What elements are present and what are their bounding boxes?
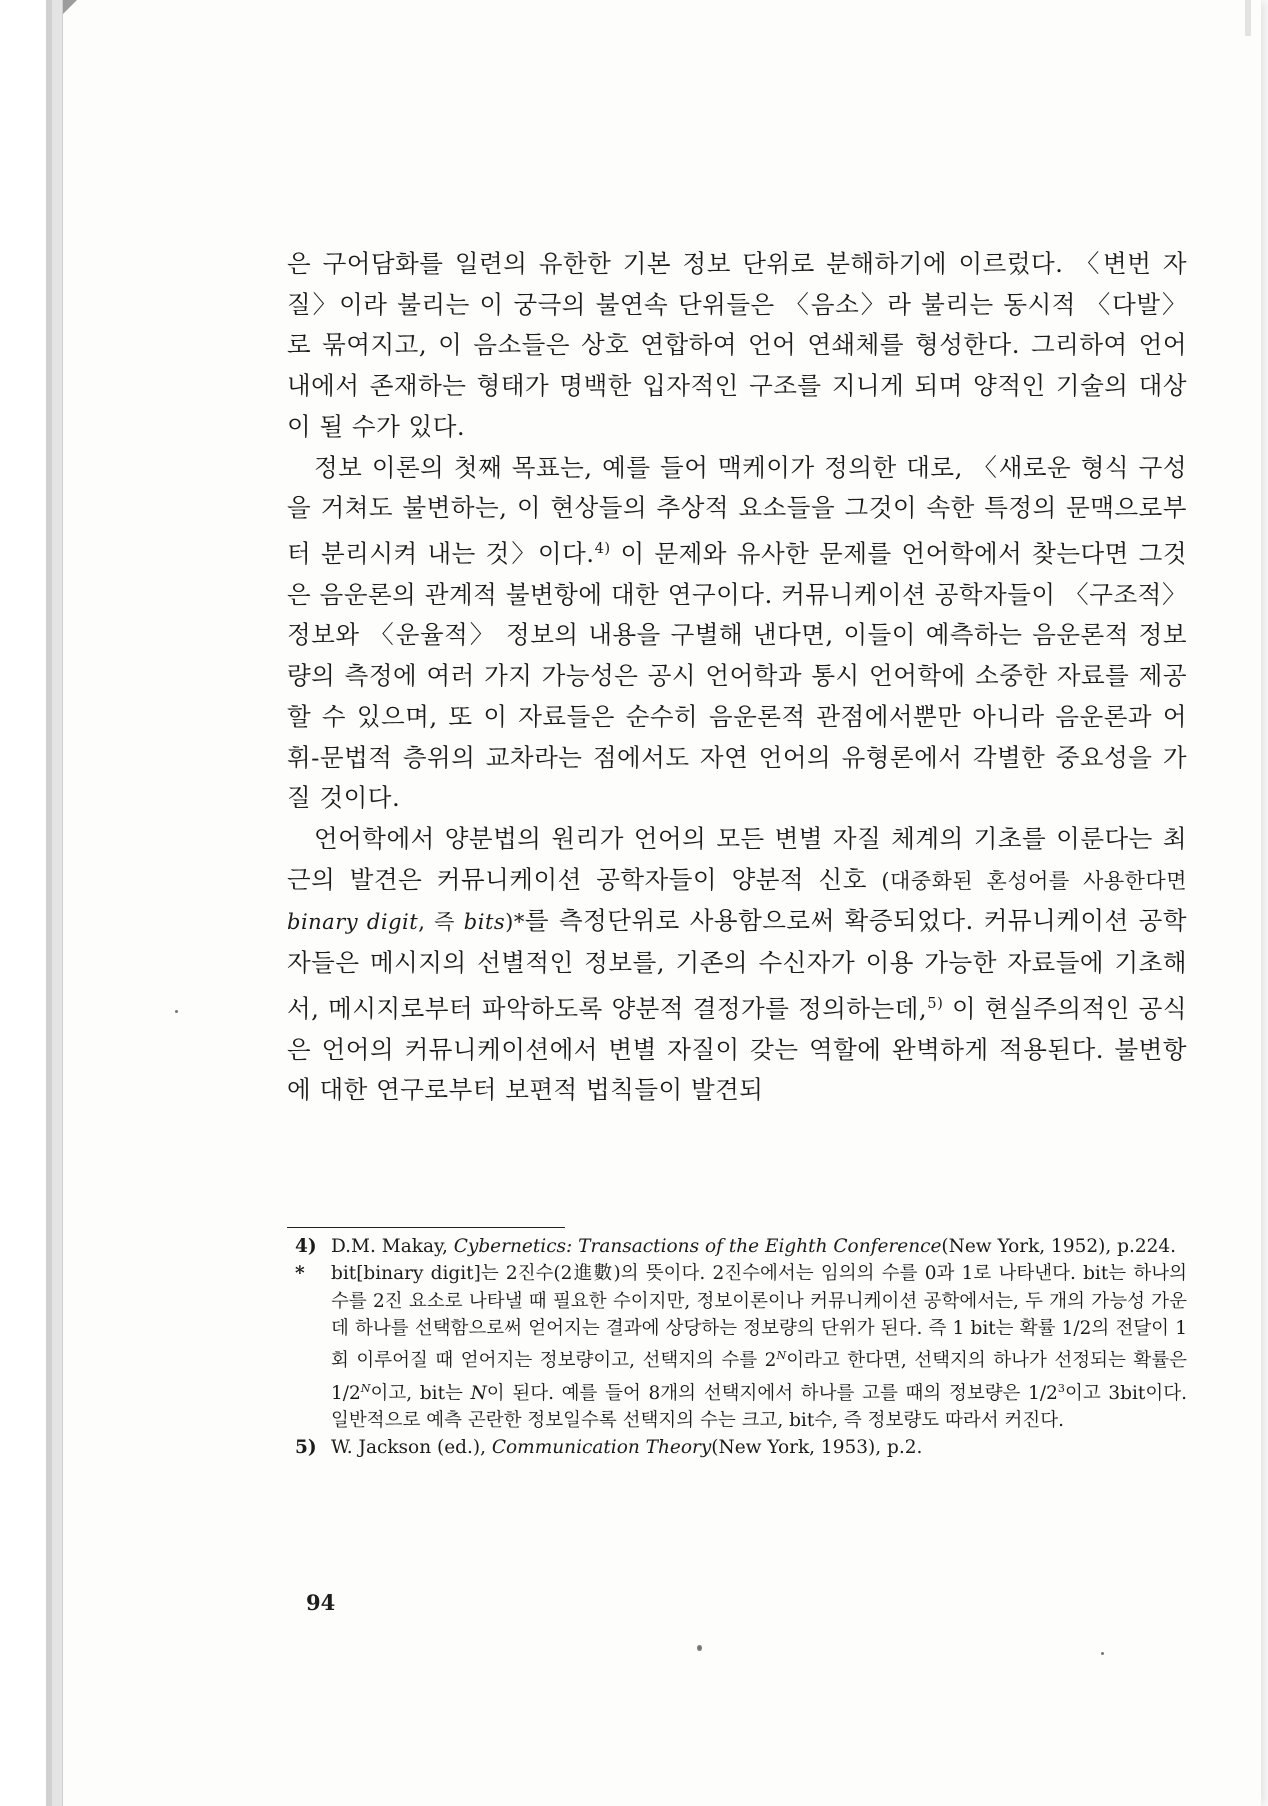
text-run: , 즉 [418,910,464,935]
italic-text: bits [463,910,506,935]
italic-text: Communication Theory [491,1437,712,1459]
text-run: W. Jackson (ed.), [331,1437,492,1459]
text-run: 언어학에서 양분법의 원리가 언어의 모든 변별 자질 체계의 기초를 이룬다는 최근의 발견은 커뮤니케이션 공학자들이 양분적 신호 [287,824,1187,894]
footnote [295,1233,1187,1260]
text-run: 은 구어담화를 일련의 유한한 기본 정보 단위로 분해하기에 이르렀다. 〈변번 자질〉이라 불리는 이 궁극의 불연속 단위들은 〈음소〉라 불리는 동시적 〈다발〉로 묶여지고, 이 음소들은 상호 연합하여 언어 연쇄체를 형성한다. 그리하여 언어 내에서 존재하는 형태가 명백한 입자적인 구조를 지니게 되며 양적인 기술의 대상이 될 수가 있다. [287,249,1187,441]
text-run: (New York, 1952), p.224. [941,1236,1177,1257]
text-run: 이 문제와 유사한 문제를 언어학에서 찾는다면 그것은 음운론의 관계적 불변항에 대한 연구이다. 커뮤니케이션 공학자들이 〈구조적〉 정보와 〈운율적〉 정보의 내용을 구별해 낸다면, 이들이 예측하는 음운론적 정보량의 측정에 여러 가지 가능성은 공시 언어학과 통시 언어학에 소중한 자료를 제공할 수 있으며, 또 이 자료들은 순수히 음운론적 관점에서뿐만 아니라 음운론과 어휘-문법적 층위의 교차라는 점에서도 자연 언어의 유형론에서 각별한 중요성을 가질 것이다. [287,539,1187,813]
footnotes [295,1233,1187,1462]
text-run: 이고 3bit이다. 일반적으로 예측 곤란한 정보일수록 선택지의 수는 크고, bit수, 즉 정보량도 따라서 커진다. [331,1382,1187,1432]
superscript-ref: N [360,1381,371,1395]
superscript-ref: 3 [1057,1381,1065,1395]
text-run: )* [505,910,525,935]
page-number: 94 [306,1590,336,1615]
footnote-marker: 5) [295,1437,317,1459]
text-run: 이 현실주의적인 공식은 언어의 커뮤니케이션에서 변별 자질이 갖는 역할에 완벽하게 적용된다. 불변항에 대한 연구로부터 보편적 법칙들이 발견되 [287,993,1187,1105]
superscript-ref: 5) [927,994,944,1012]
text-run: (대중화된 혼성어를 사용한다면 [881,868,1187,893]
paragraph [287,244,1187,448]
paragraph [287,448,1187,819]
superscript-ref: N [776,1349,787,1363]
speck [697,1645,702,1651]
italic-text: N [470,1382,487,1404]
text-run: 이 된다. 예를 들어 8개의 선택지에서 하나를 고를 때의 정보량은 1/2 [486,1382,1058,1404]
page-fold-corner [63,0,77,14]
body-text [287,244,1187,1111]
footnote-marker: * [295,1263,305,1285]
superscript-ref: 4) [594,539,611,557]
footnote [295,1434,1187,1461]
text-run: 정보 이론의 첫째 목표는, 예를 들어 맥케이가 정의한 대로, 〈새로운 형식 구성을 거쳐도 불변하는, 이 현상들의 추상적 요소들을 그것이 속한 특정의 문맥으로부터 분리시켜 내는 것〉이다. [287,452,1187,569]
italic-text: Cybernetics: Transactions of the Eighth Conference [453,1236,942,1257]
italic-text: binary digit [287,910,419,935]
text-run: 이고, bit는 [370,1382,471,1404]
footnote-text [331,1260,1187,1434]
footnote [295,1260,1187,1434]
text-run: 이라고 한다면, 선택지의 하나가 선정되는 확률은 1/2 [331,1350,1187,1404]
paragraph [287,819,1187,1111]
text-run: bit[binary digit]는 2진수(2進數)의 뜻이다. 2진수에서는 임의의 수를 0과 1로 나타낸다. bit는 하나의 수를 2진 요소로 나타낼 때 필요한 수이지만, 정보이론이나 커뮤니케이션 공학에서는, 두 개의 가능성 가운데 하나를 선택함으로써 얻어지는 결과에 상당하는 정보량의 단위가 된다. 즉 1 bit는 확률 1/2의 전달이 1회 이루어질 때 얻어지는 정보량이고, 선택지의 수를 2 [331,1263,1187,1372]
speck [175,1010,178,1013]
footnote-rule [287,1227,565,1228]
text-run: 를 측정단위로 사용함으로써 확증되었다. 커뮤니케이션 공학자들은 메시지의 선별적인 정보를, 기존의 수신자가 이용 가능한 자료들에 기초해서, 메시지로부터 파악하도록 양분적 결정가를 정의하는데, [287,906,1187,1023]
text-run: (New York, 1953), p.2. [711,1437,923,1459]
footnote-text [331,1233,1187,1260]
book-page [62,0,1261,1806]
speck [1101,1652,1104,1655]
footnote-text [331,1434,1187,1461]
footnote-marker: 4) [295,1236,317,1257]
text-run: D.M. Makay, [331,1236,454,1257]
page-edge-mark [1245,0,1251,36]
